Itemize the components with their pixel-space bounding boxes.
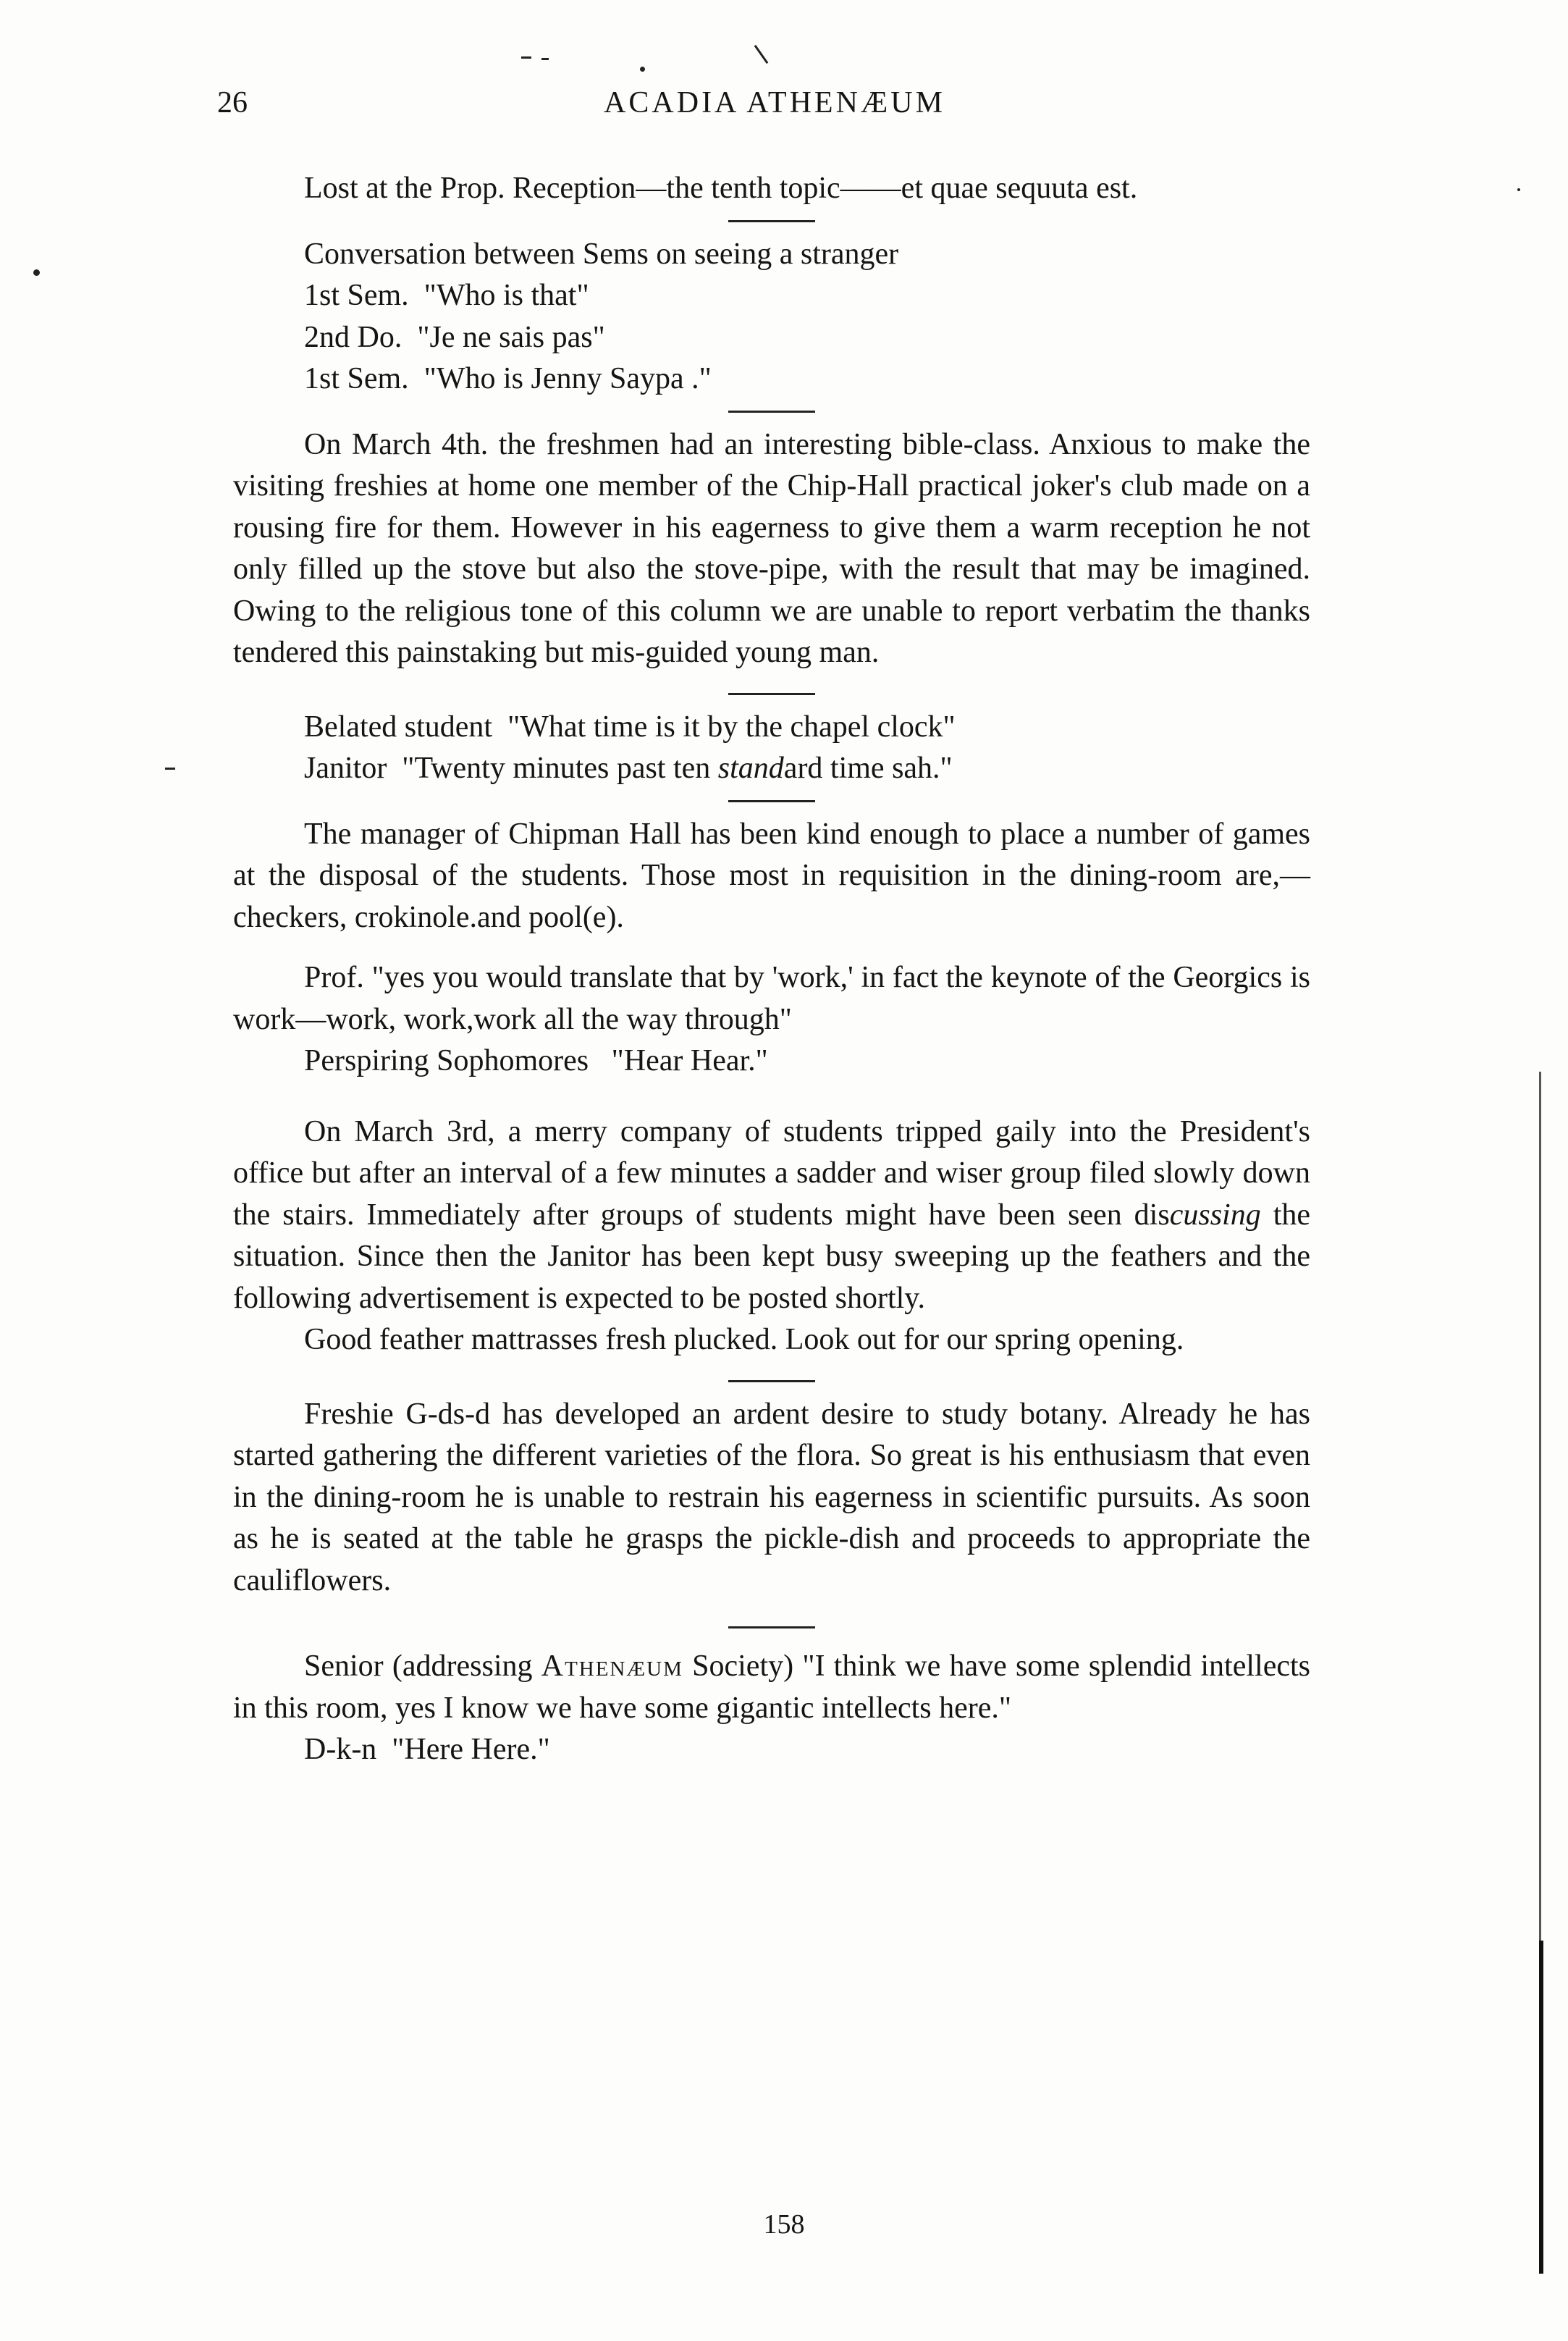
- dialogue-sophomores: Perspiring Sophomores "Hear Hear.": [304, 1044, 768, 1077]
- paragraph-text: On March 3rd, a merry company of students tripped gaily into the President's office but after an interval of a few minutes a sadder and wiser group filed slowly down the stairs. Immediately after groups of students might have been seen dis: [233, 1114, 1310, 1232]
- scan-mark: [165, 768, 175, 770]
- paragraph-senior: [233, 1646, 1310, 1729]
- dialogue-belated-student: Belated student "What time is it by the chapel clock": [304, 710, 956, 744]
- section-rule: [728, 693, 815, 695]
- scan-mark: [521, 56, 531, 59]
- paragraph-advertisement: Good feather mattrasses fresh plucked. Look out for our spring opening.: [304, 1323, 1184, 1356]
- page-number: 26: [217, 86, 248, 119]
- article-body: [233, 168, 1310, 1771]
- scan-speck: [1517, 188, 1520, 191]
- scan-speck: [33, 269, 40, 276]
- paragraph-bible-class: On March 4th. the freshmen had an interesting bible-class. Anxious to make the visiting freshies at home one member of the Chip-Hall practical joker's club made on a rousing fire for them. However in his eagerness to give them a warm reception he not only filled up the stove but also the stove-pipe, with the result that may be imagined. Owing to the religious tone of this column we are unable to report verbatim the thanks tendered this painstaking but mis-guided young man.: [233, 427, 1310, 669]
- conversation-line: 1st Sem. "Who is Jenny Saypa .": [304, 362, 712, 395]
- paragraph-italic: cussing: [1169, 1198, 1261, 1232]
- janitor-italic: stand: [717, 752, 784, 785]
- section-rule: [728, 220, 815, 222]
- janitor-text-end: ard time sah.": [783, 752, 953, 785]
- paragraph-presidents-office: [233, 1111, 1310, 1320]
- scan-mark: [754, 45, 769, 64]
- scan-mark: [541, 58, 549, 60]
- section-gap: [233, 938, 1310, 957]
- dialogue-prof: Prof. "yes you would translate that by 'work,' in fact the keynote of the Georgics is work—work, work,work all the way through": [233, 961, 1310, 1036]
- janitor-text: Janitor "Twenty minutes past ten: [304, 752, 718, 785]
- paragraph-text-end: the situation. Since then the Janitor has been kept busy sweeping up the feathers and the following advertisement is expected to be posted shortly.: [233, 1198, 1310, 1315]
- dialogue-dkn: D-k-n "Here Here.": [304, 1733, 550, 1766]
- section-gap: [233, 1083, 1310, 1111]
- running-title: ACADIA ATHENÆUM: [604, 86, 945, 119]
- dialogue-janitor: [233, 748, 1310, 790]
- conversation-line: 2nd Do. "Je ne sais pas": [304, 320, 605, 354]
- society-name: Athenæum: [541, 1649, 683, 1683]
- paragraph-botany: Freshie G-ds-d has developed an ardent desire to study botany. Already he has started gathering the different varieties of the flora. So great is his enthusiasm that even in the dining-room he is unable to restrain his eagerness in scientific pursuits. As soon as he is seated at the table he grasps the pickle-dish and proceeds to appropriate the cauliflowers.: [233, 1397, 1310, 1597]
- folio-number: 158: [763, 2209, 805, 2240]
- paragraph-text: Senior (addressing: [304, 1649, 541, 1683]
- section-rule: [728, 1380, 815, 1382]
- scan-speck: [640, 67, 645, 72]
- conversation-line: 1st Sem. "Who is that": [304, 279, 589, 312]
- conversation-title: Conversation between Sems on seeing a stranger: [304, 237, 899, 271]
- paragraph-text-end: Society) "I think we have some splendid intellects in this room, yes I know we have some gigantic intellects here.": [233, 1649, 1310, 1725]
- paragraph-games: The manager of Chipman Hall has been kind enough to place a number of games at the disposal of the students. Those most in requisition in the dining-room are,—checkers, crokinole.and pool(e).: [233, 817, 1310, 934]
- paragraph-prop-reception: Lost at the Prop. Reception—the tenth topic——et quae sequuta est.: [304, 172, 1138, 205]
- section-rule: [728, 800, 815, 802]
- section-rule: [728, 411, 815, 413]
- running-header: [210, 85, 1339, 136]
- section-rule: [728, 1626, 815, 1628]
